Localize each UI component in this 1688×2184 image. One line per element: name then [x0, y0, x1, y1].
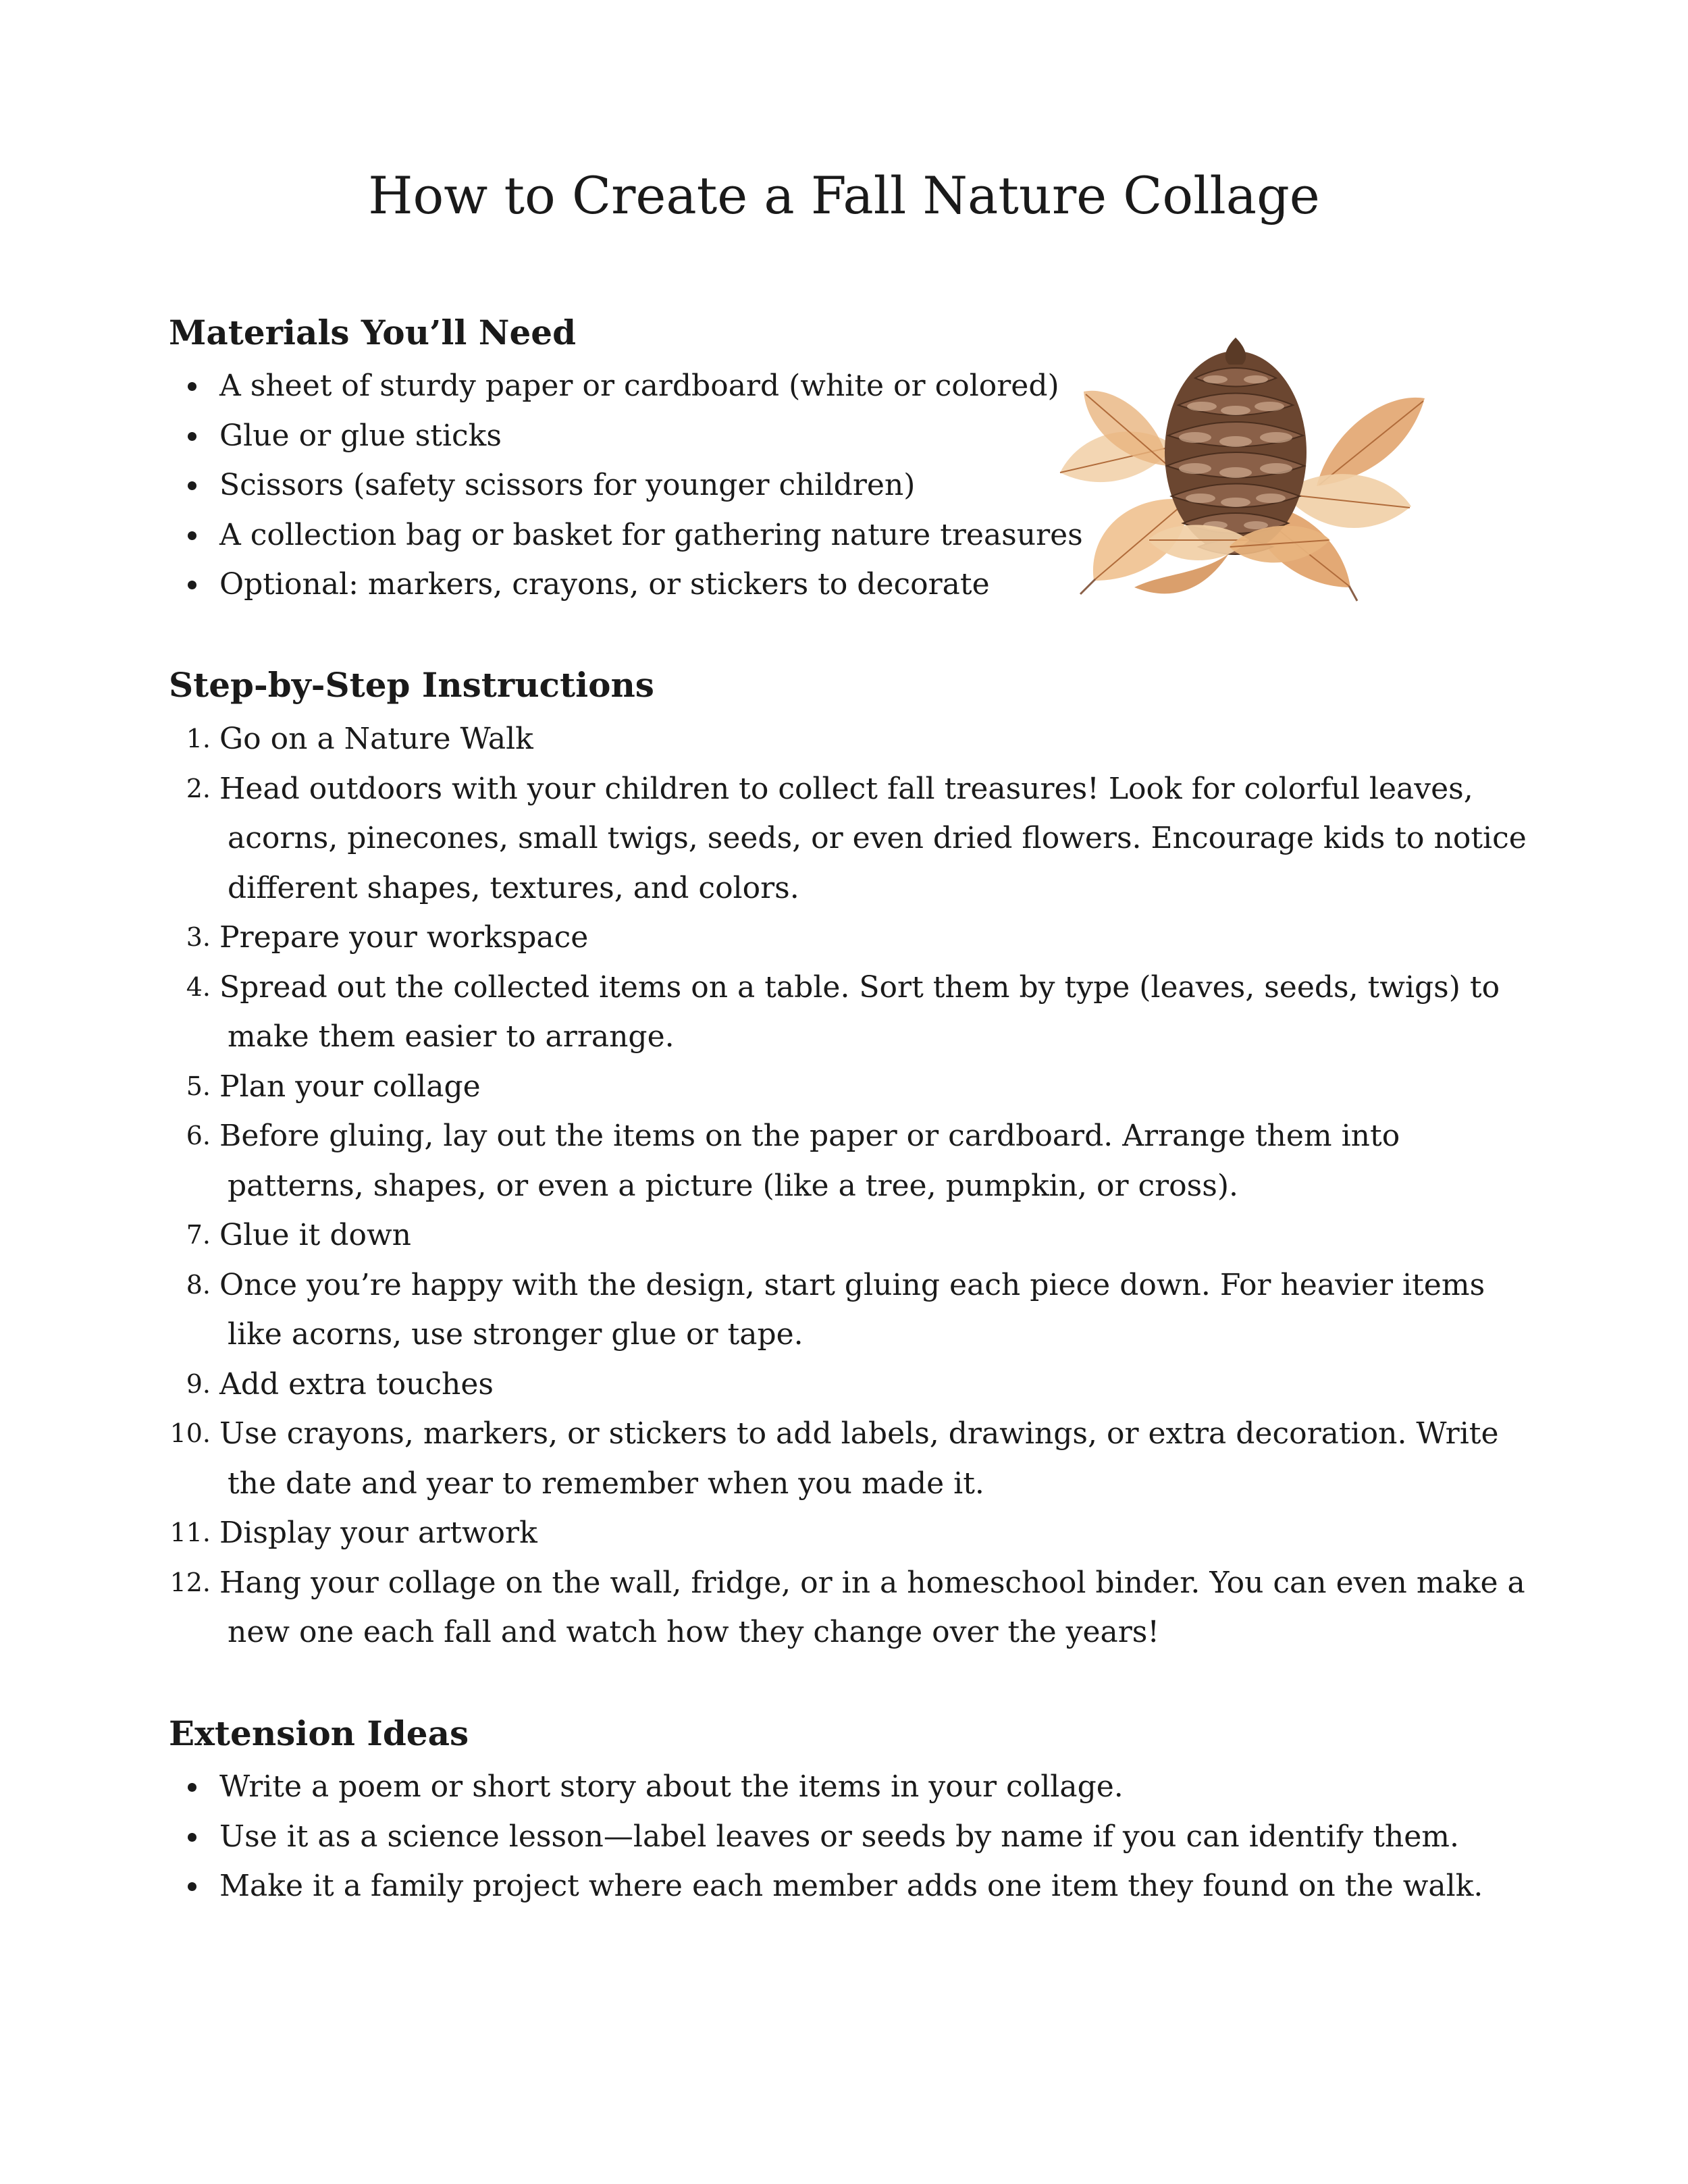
list-item [169, 1409, 1533, 1508]
step-number: 5. [186, 1071, 211, 1101]
list-item: Make it a family project where each member adds one item they found on the walk. [169, 1861, 1483, 1911]
list-item [169, 1360, 1533, 1410]
step-number: 2. [186, 773, 211, 803]
step-number: 7. [186, 1220, 211, 1250]
list-item [169, 764, 1533, 913]
step-text: Head outdoors with your children to collect fall treasures! Look for colorful leaves, acorns, pinecones, small twigs, seeds, or even dried flowers. Encourage kids to notice different shapes, textures, and colors. [219, 771, 1527, 905]
step-text: Plan your collage [219, 1069, 481, 1104]
extension-heading: Extension Ideas [169, 1713, 469, 1753]
step-number: 1. [186, 724, 211, 753]
list-item [169, 913, 1533, 963]
extension-list [169, 1762, 1483, 1911]
step-text: Spread out the collected items on a table. Sort them by type (leaves, seeds, twigs) to make them easier to arrange. [219, 969, 1500, 1054]
step-text: Once you’re happy with the design, start gluing each piece down. For heavier items like acorns, use stronger glue or tape. [219, 1267, 1485, 1352]
step-text: Glue it down [219, 1218, 411, 1252]
step-number: 9. [186, 1368, 211, 1399]
step-number: 10. [169, 1418, 211, 1448]
list-item [169, 1111, 1533, 1210]
step-number: 3. [186, 922, 211, 952]
list-item [169, 1558, 1533, 1657]
list-item [169, 1210, 1533, 1260]
list-item: Use it as a science lesson—label leaves or seeds by name if you can identify them. [169, 1812, 1483, 1862]
materials-list [169, 361, 1083, 610]
step-text: Hang your collage on the wall, fridge, or in a homeschool binder. You can even make a new one each fall and watch how they change over the years! [219, 1565, 1525, 1649]
list-item [169, 1260, 1533, 1360]
list-item [169, 963, 1533, 1062]
step-number: 12. [169, 1567, 211, 1597]
materials-heading: Materials You’ll Need [169, 313, 577, 352]
step-text: Prepare your workspace [219, 920, 589, 955]
list-item [169, 1062, 1533, 1112]
list-item: Glue or glue sticks [169, 411, 1083, 461]
list-item [169, 714, 1533, 764]
pinecone-leaves-icon [1033, 317, 1438, 621]
leaf-icon [1317, 398, 1425, 486]
list-item: A collection bag or basket for gathering nature treasures [169, 510, 1083, 560]
list-item: Write a poem or short story about the items in your collage. [169, 1762, 1483, 1812]
steps-list [169, 714, 1533, 1657]
step-number: 6. [186, 1121, 211, 1150]
step-text: Add extra touches [219, 1366, 494, 1402]
step-number: 4. [186, 971, 211, 1002]
page-title: How to Create a Fall Nature Collage [368, 165, 1320, 225]
step-text: Display your artwork [219, 1516, 537, 1550]
steps-heading: Step-by-Step Instructions [169, 665, 654, 705]
step-text: Use crayons, markers, or stickers to add labels, drawings, or extra decoration. Write the date and year to remember when you made it. [219, 1416, 1499, 1501]
step-number: 8. [186, 1269, 211, 1300]
list-item [169, 1508, 1533, 1558]
step-number: 11. [169, 1518, 211, 1547]
pinecone-icon [1165, 338, 1307, 554]
step-text: Before gluing, lay out the items on the paper or cardboard. Arrange them into patterns, shapes, or even a picture (like a tree, pumpkin, or cross). [219, 1119, 1400, 1203]
step-text: Go on a Nature Walk [219, 722, 533, 756]
list-item: Optional: markers, crayons, or stickers to decorate [169, 560, 1083, 610]
list-item: A sheet of sturdy paper or cardboard (white or colored) [169, 361, 1083, 411]
list-item: Scissors (safety scissors for younger children) [169, 460, 1083, 510]
